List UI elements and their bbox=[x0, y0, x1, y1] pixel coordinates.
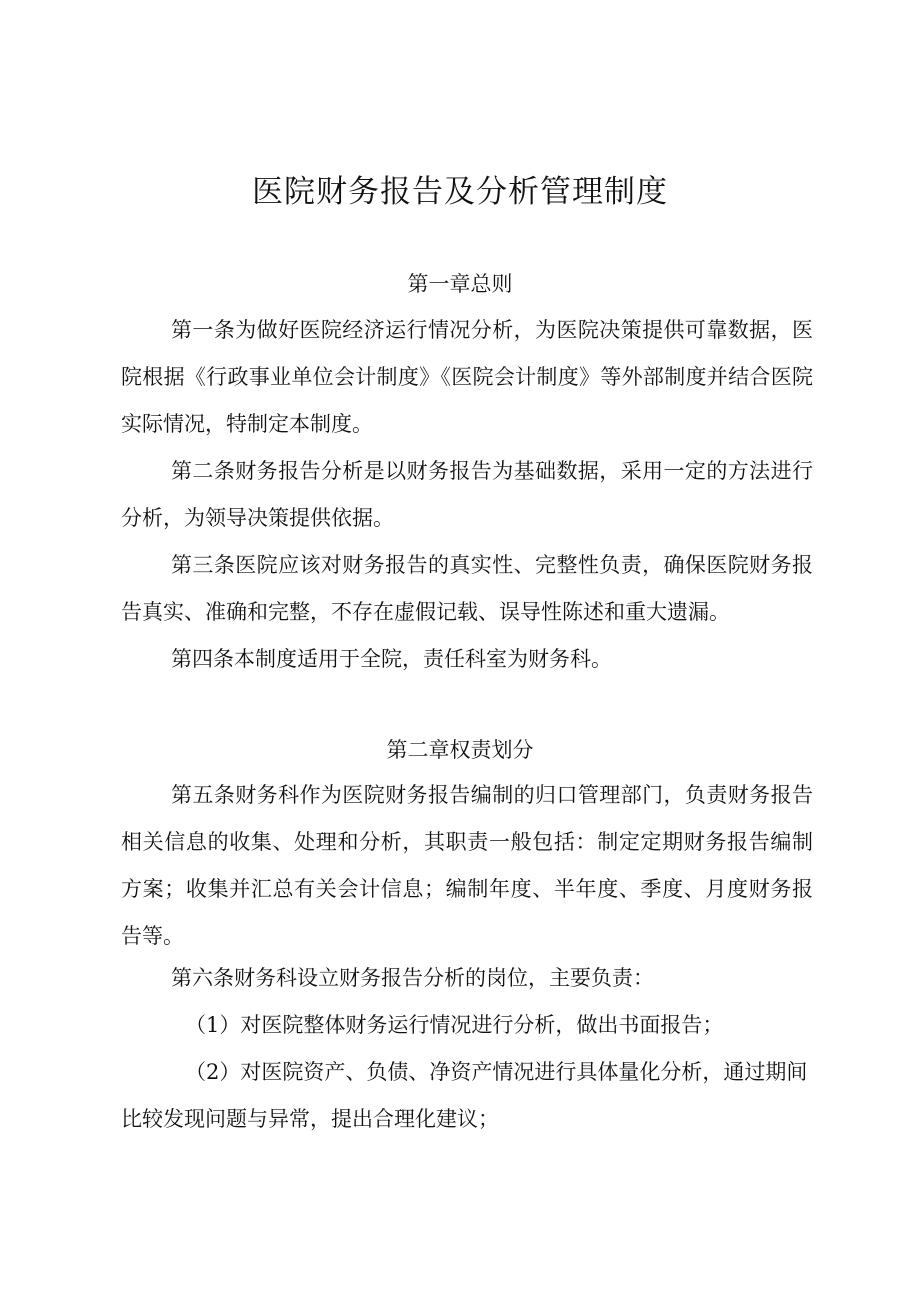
article-2: 第二条财务报告分析是以财务报告为基础数据，采用一定的方法进行分析，为领导决策提供依据。 bbox=[121, 459, 813, 530]
chapter-1-heading: 第一章总则 bbox=[407, 272, 513, 296]
article-4: 第四条本制度适用于全院，责任科室为财务科。 bbox=[171, 647, 612, 671]
chapter-2-heading: 第二章权责划分 bbox=[386, 738, 534, 762]
article-5: 第五条财务科作为医院财务报告编制的归口管理部门，负责财务报告相关信息的收集、处理和分析，其职责一般包括：制定定期财务报告编制方案；收集并汇总有关会计信息；编制年度、半年度、季度、月度财务报告等。 bbox=[121, 783, 813, 948]
article-6: 第六条财务科设立财务报告分析的岗位，主要负责： bbox=[171, 966, 654, 990]
document-title: 医院财务报告及分析管理制度 bbox=[252, 174, 668, 210]
duty-item-1: （1）对医院整体财务运行情况进行分析，做出书面报告； bbox=[185, 1013, 724, 1037]
article-1: 第一条为做好医院经济运行情况分析，为医院决策提供可靠数据，医院根据《行政事业单位会计制度》《医院会计制度》等外部制度并结合医院实际情况，特制定本制度。 bbox=[121, 318, 813, 436]
article-3: 第三条医院应该对财务报告的真实性、完整性负责，确保医院财务报告真实、准确和完整，不存在虚假记载、误导性陈述和重大遗漏。 bbox=[121, 553, 813, 624]
duty-item-2: （2）对医院资产、负债、净资产情况进行具体量化分析，通过期间比较发现问题与异常，提出合理化建议； bbox=[121, 1060, 808, 1131]
